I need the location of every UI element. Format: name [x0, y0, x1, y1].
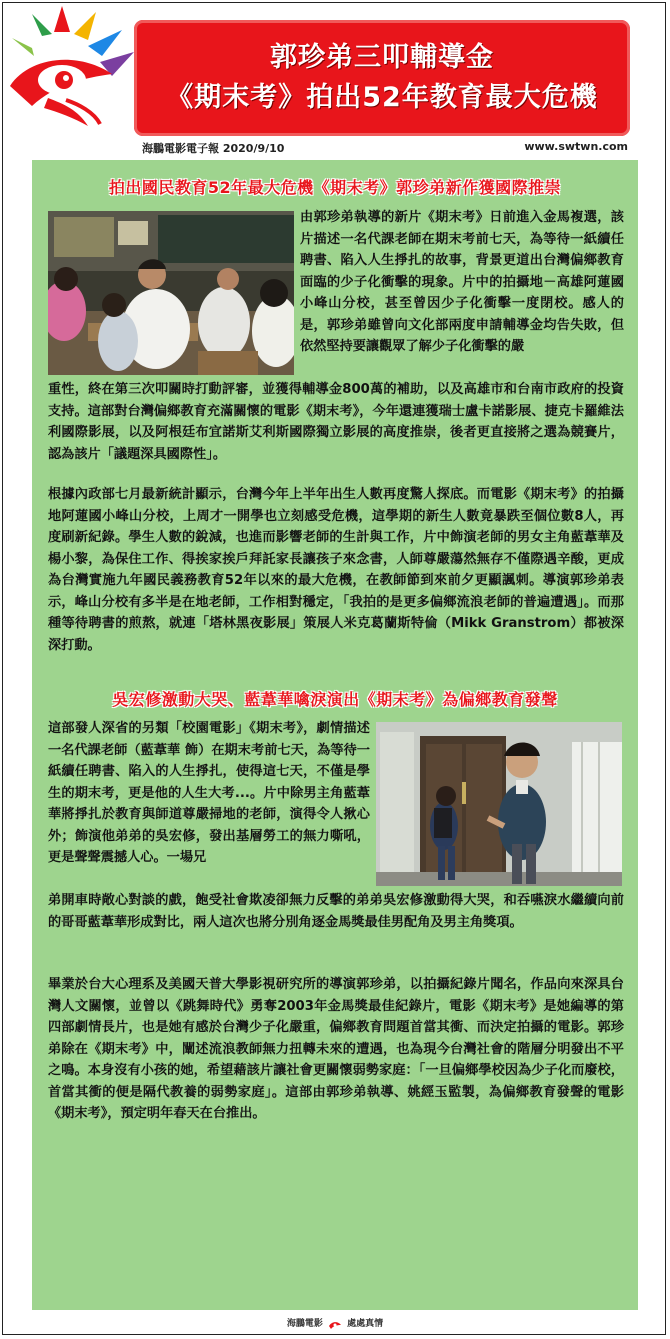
banner-title-line2: 《期末考》拍出52年教育最大危機: [166, 82, 598, 113]
paragraph-3-wrap: 這部發人深省的另類「校園電影」《期末考》，劇情描述一名代課老師（藍葦華 飾）在期末考前七天，為等待一紙續任聘書、陷入的人生掙扎，使得這七天，不僅是學生的期末考，更是他的人生大考...。片中除男主角藍葦華將掙扎於教育與師道尊嚴掃地的老師，演得令人揪心外；飾演他弟弟的吳宏修，發出基層勞工的無力嘶吼，更是聲聲震撼人心。一場兄: [48, 721, 370, 865]
paragraph-2: 根據內政部七月最新統計顯示，台灣今年上半年出生人數再度驚人探底。而電影《期末考》的拍攝地阿蓮國小峰山分校，上周才一開學也立刻感受危機，這學期的新生人數竟暴跌至個位數8人，再度刷新紀錄。學生人數的銳減，也進而影響老師的生計與工作，片中飾演老師的男女主角藍葦華及楊小黎，為保住工作、得挨家挨戶拜託家長讓孩子來念書，人師尊嚴蕩然無存不僅際遇辛酸，更成為台灣實施九年國民義務教育52年以來的最大危機，在教師節到來前夕更顯諷刺。導演郭珍弟表示，峰山分校有多半是在地老師，工作相對穩定，「我拍的是更多偏鄉流浪老師的普遍遭遇」。而那種等待聘書的煎熬，就連「塔林黑夜影展」策展人米克葛蘭斯特倫（Mikk Granstrom）都被深深打動。: [48, 487, 624, 653]
paragraph-3-full: 弟開車時敞心對談的戲，飽受社會欺凌卻無力反擊的弟弟吳宏修激動得大哭，和吞嚥淚水繼續向前的哥哥藍葦華形成對比，兩人這次也將分別角逐金馬獎最佳男配角及男主角獎項。: [48, 893, 624, 930]
title-banner: [134, 20, 630, 136]
paragraph-1-wrap: 由郭珍弟執導的新片《期末考》日前進入金馬複選，該片描述一名代課老師在期末考前七天，為等待一紙續任聘書、陷入人生掙扎的故事，背景更道出台灣偏鄉教育面臨的少子化衝擊的現象。片中的拍攝地－高雄阿蓮國小峰山分校，甚至曾因少子化衝擊一度閉校。感人的是，郭珍弟雖曾向文化部兩度申請輔導金均告失敗，但依然堅持要讓觀眾了解少子化衝擊的嚴: [300, 210, 624, 354]
hallway-photo: [376, 722, 622, 886]
headline-1: 拍出國民教育52年最大危機《期末考》郭珍弟新作獲國際推崇: [108, 178, 562, 197]
footer-brand-left: 海鵬電影: [286, 1319, 323, 1329]
banner-title-line1: 郭珍弟三叩輔導金: [270, 42, 494, 73]
headline-2: 吳宏修激動大哭、藍葦華噙淚演出《期末考》為偏鄉教育發聲: [112, 690, 558, 709]
paragraph-1-full: 重性，終在第三次叩關時打動評審，並獲得輔導金800萬的補助，以及高雄市和台南市政府的投資支持。這部對台灣偏鄉教育充滿關懷的電影《期末考》，今年還連獲瑞士盧卡諾影展、捷克卡羅維法利國際影展，以及阿根廷布宜諾斯艾利斯國際獨立影展的高度推崇，後者更直接將之選為競賽片，認為該片「議題深具國際性」。: [48, 382, 624, 462]
publication-name-date: 海鵬電影電子報 2020/9/10: [142, 142, 285, 155]
footer-brand-right: 處處真情: [347, 1319, 384, 1329]
footer: [0, 1316, 670, 1329]
footer-eye-logo-icon: [328, 1319, 342, 1329]
publication-line: [142, 140, 628, 156]
article-body: [32, 160, 638, 1310]
eye-logo-icon: [4, 4, 136, 128]
paragraph-4: 畢業於台大心理系及美國天普大學影視研究所的導演郭珍弟，以拍攝紀錄片聞名，作品向來深具台灣人文關懷，並曾以《跳舞時代》勇奪2003年金馬獎最佳紀錄片，電影《期末考》是她編導的第四部劇情長片，也是她有感於台灣少子化嚴重，偏鄉教育問題首當其衝、而決定拍攝的電影。郭珍弟除在《期末考》中，闡述流浪教師無力扭轉未來的遭遇，也為現今台灣社會的階層分明發出不平之鳴。本身沒有小孩的她，希望藉該片讓社會更關懷弱勢家庭：「一旦偏鄉學校因為少子化而廢校，首當其衝的便是隔代教養的弱勢家庭」。這部由郭珍弟執導、姚經玉監製，為偏鄉教育發聲的電影《期末考》，預定明年春天在台推出。: [48, 977, 624, 1121]
classroom-photo: [48, 211, 294, 375]
website-link[interactable]: www.swtwn.com: [524, 140, 628, 153]
